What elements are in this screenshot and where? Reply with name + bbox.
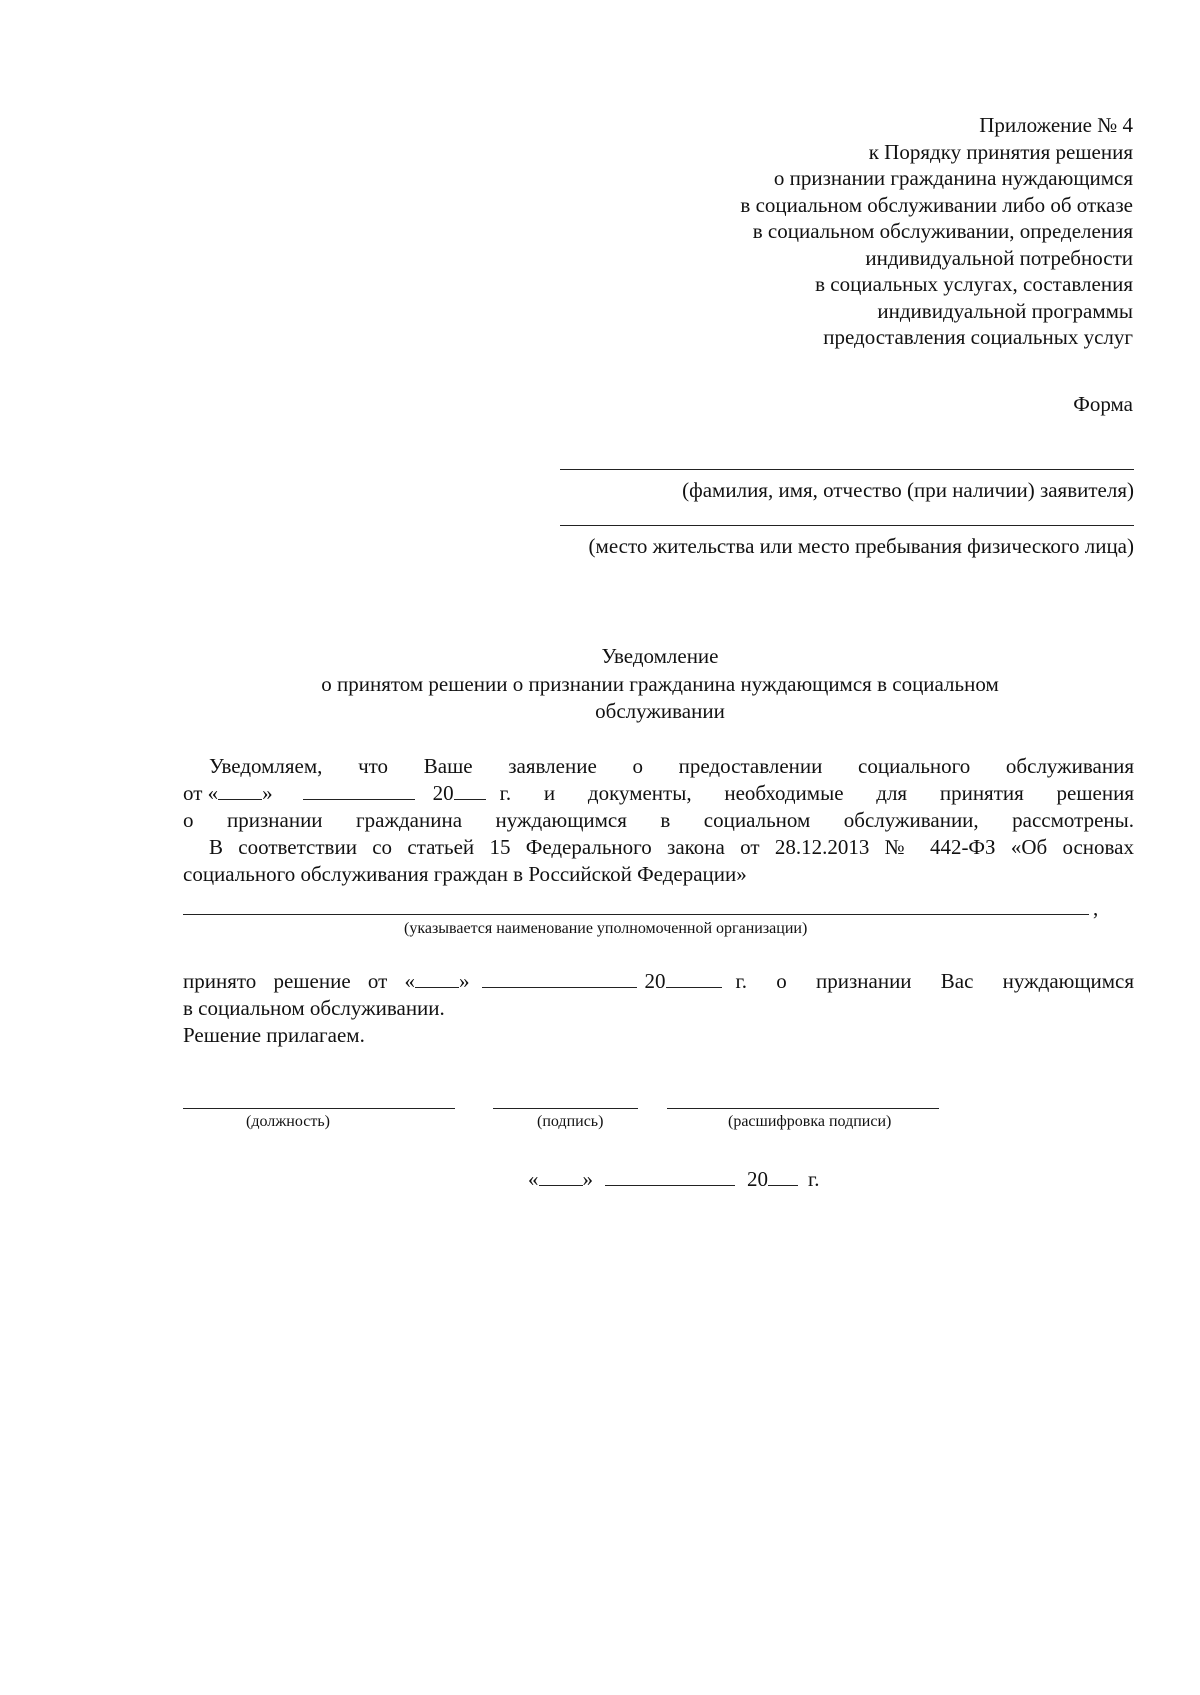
paragraph-3-line-1 (183, 968, 1134, 995)
from-label: от « (183, 781, 219, 805)
paragraph-1-line-2 (183, 780, 1134, 807)
p3-line-1-rest: г. о признании Вас нуждающимся (735, 969, 1134, 993)
date-suffix: г. (808, 1167, 820, 1191)
decision-month-blank[interactable] (482, 970, 637, 988)
p1-line-2-rest: г. и документы, необходимые для принятия решения (499, 781, 1134, 805)
form-label: Форма (1073, 392, 1133, 416)
organization-caption: (указывается наименование уполномоченной организации) (404, 920, 808, 937)
position-caption: (должность) (246, 1113, 330, 1130)
day-blank[interactable] (218, 782, 262, 800)
date-day-blank[interactable] (539, 1168, 583, 1186)
date-open-quote: « (528, 1167, 539, 1191)
applicant-name-caption: (фамилия, имя, отчество (при наличии) заявителя) (682, 478, 1134, 502)
position-line[interactable] (183, 1108, 455, 1109)
appendix-line: индивидуальной потребности (865, 245, 1133, 270)
appendix-header (740, 112, 1133, 351)
decision-quote-close: » (459, 969, 470, 993)
notice-subtitle: о принятом решении о признании гражданина нуждающимся в социальном (321, 672, 999, 696)
signature-line[interactable] (493, 1108, 638, 1109)
appendix-line: предоставления социальных услуг (823, 325, 1133, 349)
signature-date (528, 1166, 820, 1193)
appendix-line: в социальном обслуживании либо об отказе (740, 192, 1133, 217)
decision-year-prefix: 20 (644, 969, 666, 993)
signature-decoding-line[interactable] (667, 1108, 939, 1109)
paragraph-1-line-3: о признании гражданина нуждающимся в социальном обслуживании, рассмотрены. (183, 808, 1134, 832)
paragraph-3-line-2: в социальном обслуживании. (183, 996, 445, 1020)
paragraph-4: Решение прилагаем. (183, 1023, 365, 1047)
applicant-address-line[interactable] (560, 525, 1134, 526)
year-blank[interactable] (454, 782, 486, 800)
appendix-line: в социальном обслуживании, определения (752, 219, 1133, 243)
notice-title: Уведомление (601, 644, 719, 668)
month-blank[interactable] (303, 782, 415, 800)
applicant-address-caption: (место жительства или место пребывания физического лица) (588, 534, 1134, 558)
paragraph-2-line-1: В соответствии со статьей 15 Федерального закона от 28.12.2013 № 442-ФЗ «Об основах (209, 835, 1134, 859)
quote-close: » (262, 781, 273, 805)
decision-year-blank[interactable] (666, 970, 722, 988)
date-year-blank[interactable] (768, 1168, 798, 1186)
paragraph-1-line-1: Уведомляем, что Ваше заявление о предоставлении социального обслуживания (209, 754, 1134, 778)
appendix-line: о признании гражданина нуждающимся (773, 166, 1133, 190)
appendix-line: в социальных услугах, составления (815, 272, 1133, 296)
appendix-line: Приложение № 4 (979, 113, 1133, 137)
date-month-blank[interactable] (605, 1168, 735, 1186)
organization-line[interactable] (183, 914, 1089, 915)
decision-label: принято решение от « (183, 969, 416, 993)
appendix-line: индивидуальной программы (877, 298, 1133, 323)
year-prefix: 20 (432, 781, 454, 805)
decision-day-blank[interactable] (415, 970, 459, 988)
organization-comma: , (1093, 896, 1099, 920)
appendix-line: к Порядку принятия решения (868, 139, 1133, 164)
signature-caption: (подпись) (537, 1113, 604, 1130)
date-close-quote: » (582, 1167, 593, 1191)
notice-subtitle-cont: обслуживании (595, 699, 725, 723)
signature-decoding-caption: (расшифровка подписи) (728, 1113, 892, 1130)
applicant-name-line[interactable] (560, 469, 1134, 470)
date-year-prefix: 20 (747, 1167, 768, 1191)
paragraph-2-line-2: социального обслуживания граждан в Российской Федерации» (183, 862, 747, 886)
